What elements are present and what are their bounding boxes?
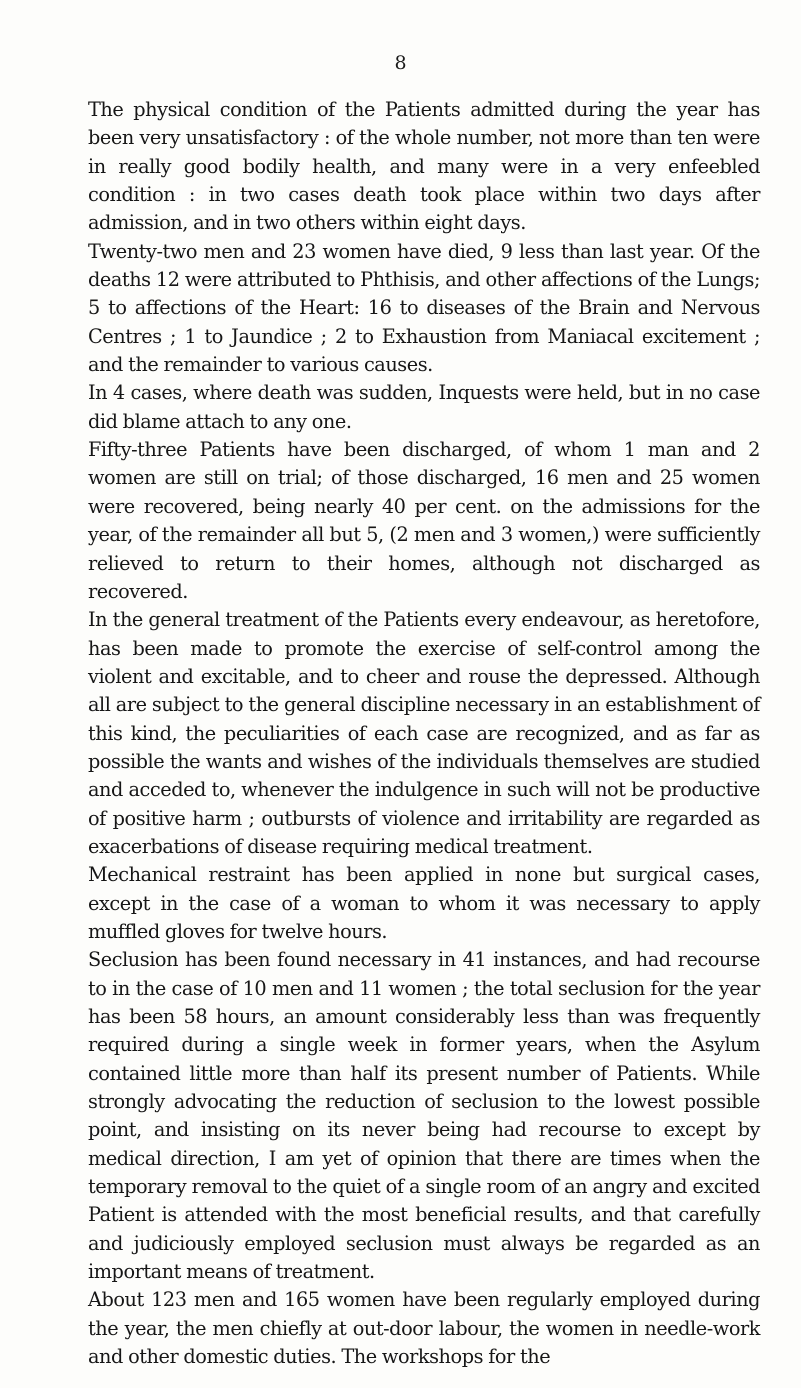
- paragraph-seclusion: Seclusion has been found necessary in 41 instances, and had recourse to in the case of 10 men and 11 women ; the total seclusion for the year has been 58 hours, an amount considerably less than was frequently required during a single week in former years, when the Asylum contained little more than half its present number of Patients. While strongly advocating the reduction of seclusion to the lowest possible point, and insisting on its never being had recourse to except by medical direction, I am yet of opinion that there are times when the temporary removal to the quiet of a single room of an angry and excited Patient is attended with the most beneficial results, and that carefully and judiciously employed seclusion must always be regarded as an important means of treatment.: [88, 948, 760, 1284]
- paragraph-discharges: Fifty-three Patients have been discharged, of whom 1 man and 2 women are still on trial; of those discharged, 16 men and 25 women were recovered, being nearly 40 per cent. on the admissions for the year, of the remainder all but 5, (2 men and 3 women,) were sufficiently relieved to return to their homes, although not discharged as recovered.: [88, 438, 760, 603]
- body-text: [88, 96, 760, 1371]
- page-number: 8: [394, 52, 407, 74]
- paragraph-deaths: Twenty-two men and 23 women have died, 9 less than last year. Of the deaths 12 were attributed to Phthisis, and other affections of the Lungs; 5 to affections of the Heart: 16 to diseases of the Brain and Nervous Centres ; 1 to Jaundice ; 2 to Exhaustion from Maniacal excitement ; and the remainder to various causes.: [88, 239, 760, 377]
- paragraph-employment: About 123 men and 165 women have been regularly employed during the year, the men chiefly at out-door labour, the women in needle-work and other domestic duties. The workshops for the: [88, 1288, 760, 1369]
- paragraph-mechanical-restraint: Mechanical restraint has been applied in none but surgical cases, except in the case of a woman to whom it was necessary to apply muffled gloves for twelve hours.: [88, 863, 760, 943]
- paragraph-general-treatment: In the general treatment of the Patients every endeavour, as heretofore, has been made to promote the exercise of self-control among the violent and excitable, and to cheer and rouse the depressed. Although all are subject to the general discipline necessary in an establishment of this kind, the peculiarities of each case are recognized, and as far as possible the wants and wishes of the individuals themselves are studied and acceded to, whenever the indulgence in such will not be productive of positive harm ; outbursts of violence and irritability are regarded as exacerbations of disease requiring medical treatment.: [88, 608, 760, 858]
- paragraph-admissions-condition: The physical condition of the Patients admitted during the year has been very unsatisfactory : of the whole number, not more than ten were in really good bodily health, and many were in a very enfeebled condition : in two cases death took place within two days after admission, and in two others within eight days.: [88, 98, 760, 235]
- paragraph-inquests: In 4 cases, where death was sudden, Inquests were held, but in no case did blame attach to any one.: [88, 381, 760, 433]
